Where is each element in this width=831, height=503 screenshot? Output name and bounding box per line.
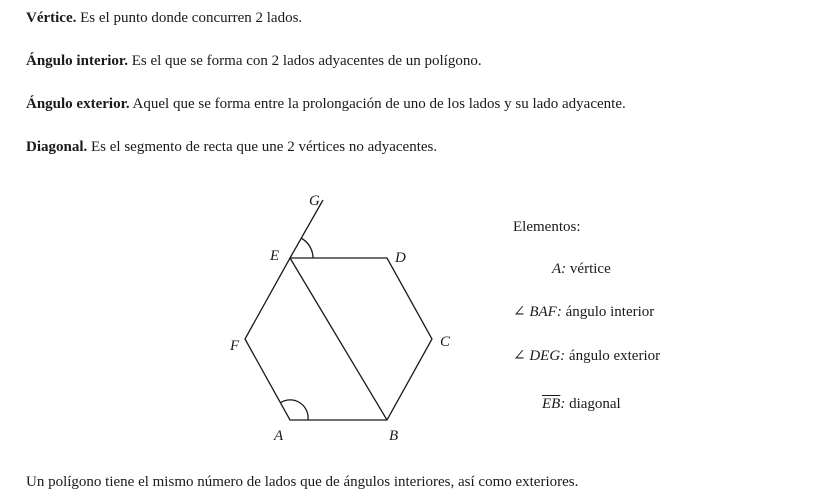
definition-text: Es el punto donde concurren 2 lados.	[80, 10, 303, 26]
label-e: E	[270, 248, 280, 264]
legend-item-desc: diagonal	[569, 396, 621, 412]
legend-item-name: $\overline{EB}$	[542, 396, 561, 412]
definition-text: Es el segmento de recta que une 2 vértices no adyacentes.	[91, 139, 438, 155]
legend-item-name: BAF:	[529, 304, 562, 320]
exterior-angle-arc	[301, 238, 313, 258]
legend-item-diagonal	[542, 394, 621, 414]
legend-item-suffix: :	[560, 396, 566, 412]
diagonal-eb	[290, 258, 387, 420]
label-f: F	[230, 338, 240, 354]
legend-item-angulo-exterior	[513, 346, 660, 366]
angle-symbol: ∠	[513, 304, 526, 320]
legend-item-desc: ángulo exterior	[568, 348, 661, 364]
legend-item-name: A:	[552, 261, 567, 277]
definition-text: Aquel que se forma entre la prolongación de uno de los lados y su lado adyacente.	[132, 96, 626, 112]
angle-symbol: ∠	[513, 348, 526, 364]
label-a: A	[274, 428, 284, 444]
legend-item-desc: vértice	[569, 261, 611, 277]
legend-item-desc: ángulo interior	[565, 304, 655, 320]
footer-text: Un polígono tiene el mismo número de lados que de ángulos interiores, así como exteriores.	[26, 474, 579, 490]
definition-text: Es el que se forma con 2 lados adyacentes de un polígono.	[131, 53, 482, 69]
label-g: G	[309, 193, 320, 209]
legend-title: Elementos:	[513, 219, 581, 235]
definition-term: Vértice.	[26, 10, 77, 26]
definition-term: Diagonal.	[26, 139, 88, 155]
label-b: B	[389, 428, 399, 444]
definition-term: Ángulo interior.	[26, 53, 128, 69]
label-d: D	[395, 250, 406, 266]
legend-item-name: DEG:	[529, 348, 566, 364]
definition-term: Ángulo exterior.	[26, 96, 130, 112]
legend-item-angulo-interior	[513, 302, 654, 322]
label-c: C	[440, 334, 451, 350]
legend-item-vertice	[552, 259, 611, 279]
